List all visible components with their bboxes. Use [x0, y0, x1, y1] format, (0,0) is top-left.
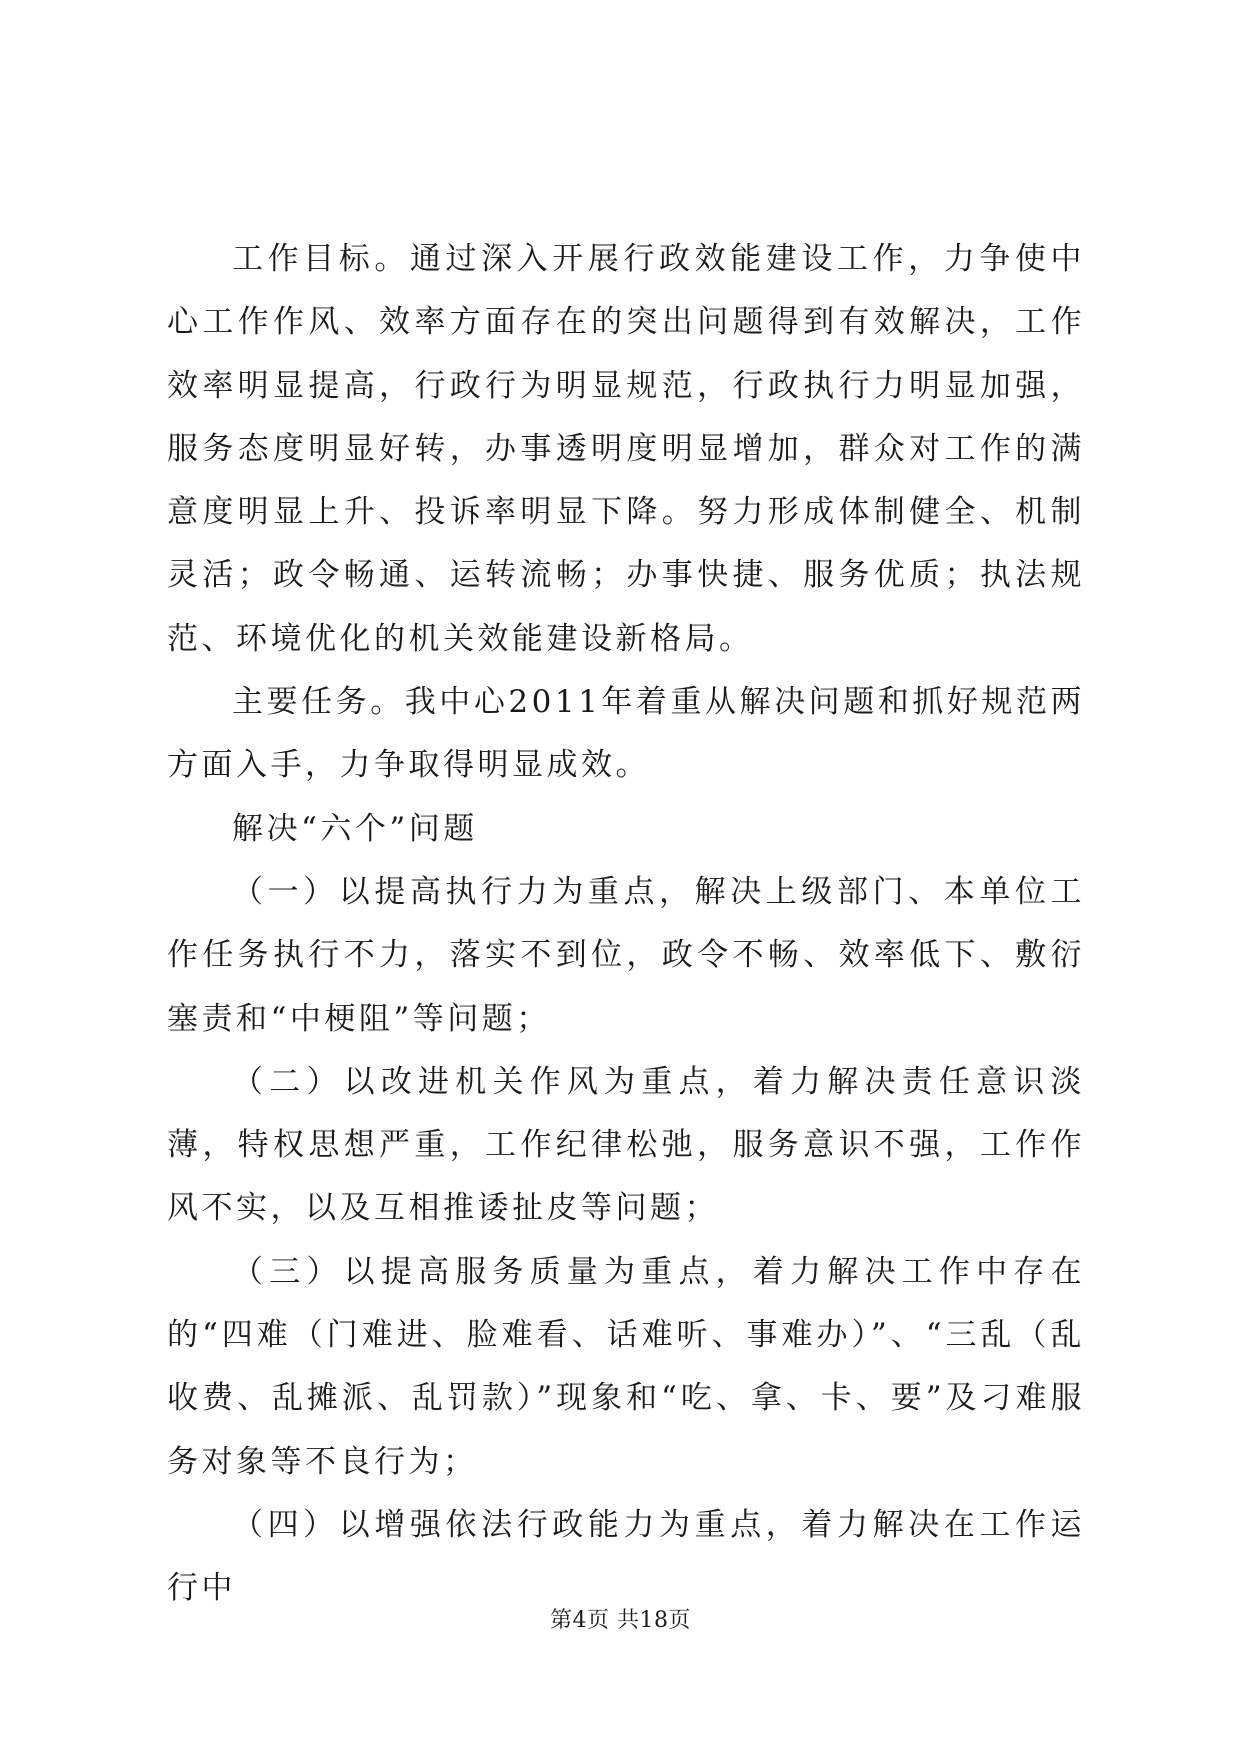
document-body: [167, 228, 1085, 1621]
page-footer: [0, 1606, 1241, 1636]
paragraph-main-tasks: 主要任务。我中心2011年着重从解决问题和抓好规范两方面入手，力争取得明显成效。: [167, 684, 1085, 784]
list-item-2: （二）以改进机关作风为重点，着力解决责任意识淡薄，特权思想严重，工作纪律松弛，服务意识不强，工作作风不实，以及互相推诿扯皮等问题；: [167, 1063, 1085, 1227]
list-item-1: （一）以提高执行力为重点，解决上级部门、本单位工作任务执行不力，落实不到位，政令不畅、效率低下、敷衍塞责和“中梗阻”等问题；: [167, 873, 1085, 1037]
list-item-3: （三）以提高服务质量为重点，着力解决工作中存在的“四难（门难进、脸难看、话难听、事难办）”、“三乱（乱收费、乱摊派、乱罚款）”现象和“吃、拿、卡、要”及刁难服务对象等不良行为；: [167, 1253, 1085, 1480]
list-item-4: （四）以增强依法行政能力为重点，着力解决在工作运行中: [167, 1506, 1085, 1607]
heading-six-problems: 解决“六个”问题: [232, 810, 478, 847]
page-number: 第4页 共18页: [550, 1608, 691, 1633]
paragraph-work-goals: 工作目标。通过深入开展行政效能建设工作，力争使中心工作作风、效率方面存在的突出问题得到有效解决，工作效率明显提高，行政行为明显规范，行政执行力明显加强，服务态度明显好转，办事透明度明显增加，群众对工作的满意度明显上升、投诉率明显下降。努力形成体制健全、机制灵活；政令畅通、运转流畅；办事快捷、服务优质；执法规范、环境优化的机关效能建设新格局。: [167, 241, 1085, 657]
